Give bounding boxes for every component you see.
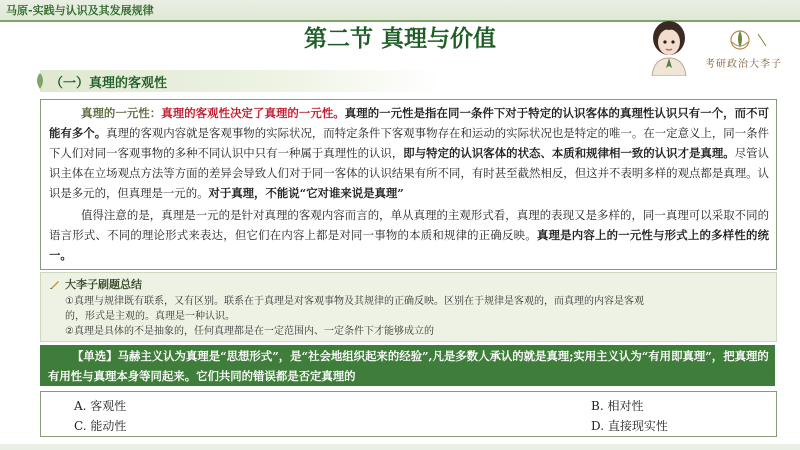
logo-text: 考研政治大李子 [705, 59, 782, 70]
bottom-bar [0, 444, 800, 450]
p1-b1: 真理的一元性是指在同一条件下对于特定的认识客体的真理性认识只有一个，而不可能有多个。 [49, 106, 769, 140]
section-heading-label: （一）真理的客观性 [50, 76, 168, 91]
p1-b3: 对于真理，不能说“它对谁来说是真理” [208, 186, 404, 200]
leaf-icon [34, 72, 46, 90]
page-title: 第二节 真理与价值 [303, 25, 496, 52]
pen-icon [49, 278, 61, 290]
option-b[interactable]: B. 相对性 [591, 399, 644, 413]
section-heading [40, 70, 440, 92]
p1-n1: 真理的客观内容就是客观事物的实际状况，而特定条件下客观事物存在和运动的实际状况也是特定的唯一。在一定意义上，同一条件下人们对同一客观事物的多种不同认识中只有一种属于真理性的认识， [49, 126, 769, 160]
summary-line-3: ②真理是具体的不是抽象的，任何真理都是在一定范围内、一定条件下才能够成立的 [65, 326, 434, 337]
summary-line-1: ①真理与规律既有联系，又有区别。联系在于真理是对客观事物及其规律的正确反映。区别在于规律是客观的，而真理的内容是客观 [65, 296, 644, 307]
paragraph-2 [49, 205, 769, 265]
option-a[interactable]: A. 客观性 [74, 399, 127, 413]
question-text: 【单选】马赫主义认为真理是“思想形式”，是“社会地组织起来的经验”,凡是多数人承认的就是真理;实用主义认为“有用即真理”，把真理的有用性与真理本身等同起来。它们共同的错误都是否定真理的 [48, 349, 769, 383]
teacher-avatar-icon [646, 18, 692, 76]
content-box [40, 99, 777, 270]
p1-lead: 真理的一元性： [81, 106, 162, 120]
question-box [40, 345, 775, 386]
summary-line-2: 的，形式是主观的。真理是一种认识。 [65, 311, 235, 322]
summary-title: 大李子刷题总结 [65, 278, 142, 291]
option-c[interactable]: C. 能动性 [74, 419, 127, 433]
course-label: 马原-实践与认识及其发展规律 [6, 4, 154, 17]
p2-b1: 真理是内容上的一元性与形式上的多样性的统一。 [49, 228, 769, 262]
p1-b2: 即与特定的认识客体的状态、本质和规律相一致的认识才是真理。 [403, 146, 735, 160]
summary-box [40, 272, 777, 342]
p2-n1: 值得注意的是，真理是一元的是针对真理的客观内容而言的，单从真理的主观形式看，真理的表现又是多样的，同一真理可以采取不同的语言形式、不同的理论形式来表达，但它们在内容上都是对同一事物的本质和规律的正确反映。 [49, 208, 769, 242]
option-d[interactable]: D. 直接现实性 [591, 419, 668, 433]
p1-red: 真理的客观性决定了真理的一元性。 [161, 106, 345, 120]
options-box [40, 391, 777, 437]
paragraph-1 [49, 103, 769, 203]
p1-n2: 尽管认识主体在立场观点方法等方面的差异会导致人们对于同一客体的认识结果有所不同，有时甚至截然相反，但这并不表明多样的观点都是真理。认识是多元的，但真理是一元的。 [49, 146, 769, 200]
